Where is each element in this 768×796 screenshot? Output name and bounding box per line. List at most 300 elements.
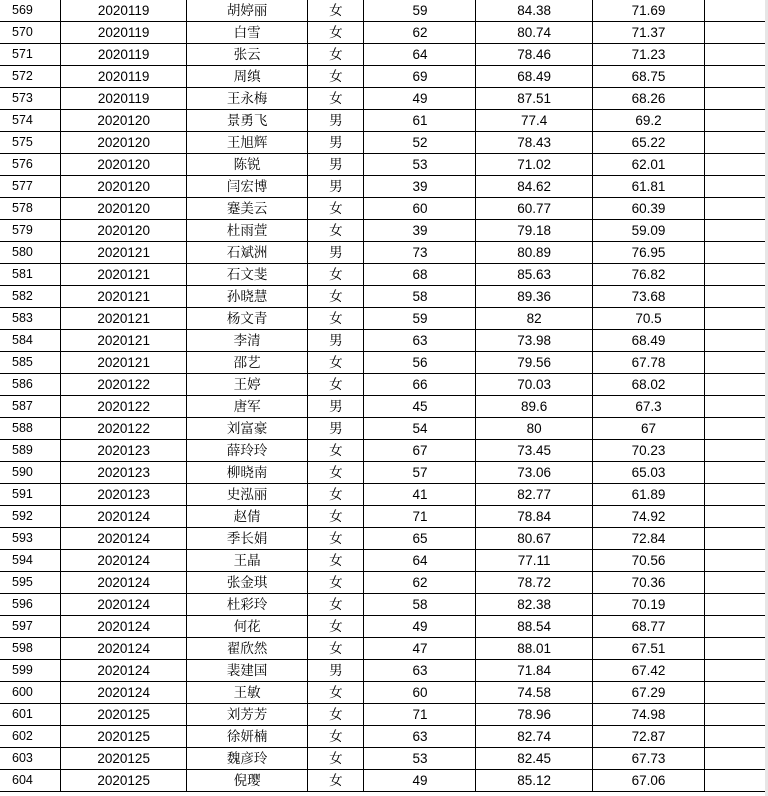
row-number-cell[interactable]: 598 [0,638,61,660]
class-id-cell[interactable]: 2020122 [61,374,187,396]
class-id-cell[interactable]: 2020120 [61,154,187,176]
empty-cell[interactable] [705,88,768,110]
score-b-cell[interactable]: 89.36 [476,286,592,308]
table-row [0,330,768,352]
class-id-cell[interactable]: 2020124 [61,638,187,660]
gender-cell[interactable]: 女 [308,704,364,726]
class-id-cell[interactable]: 2020121 [61,242,187,264]
total-score-cell[interactable]: 70.5 [592,308,704,330]
class-id-cell[interactable]: 2020120 [61,176,187,198]
score-a-cell[interactable]: 49 [364,88,476,110]
total-score-cell[interactable]: 68.02 [592,374,704,396]
row-number-cell[interactable]: 578 [0,198,61,220]
score-b-cell[interactable]: 80 [476,418,592,440]
gender-cell[interactable]: 女 [308,550,364,572]
gender-cell[interactable]: 男 [308,418,364,440]
class-id-cell[interactable]: 2020124 [61,682,187,704]
row-number-cell[interactable]: 575 [0,132,61,154]
row-number-cell[interactable]: 588 [0,418,61,440]
table-row [0,594,768,616]
score-a-cell[interactable]: 71 [364,704,476,726]
row-number-cell[interactable]: 586 [0,374,61,396]
total-score-cell[interactable]: 60.39 [592,198,704,220]
student-name-cell[interactable]: 刘芳芳 [186,704,307,726]
student-name-cell[interactable]: 唐军 [186,396,307,418]
score-a-cell[interactable]: 59 [364,0,476,22]
student-name-cell[interactable]: 孙晓慧 [186,286,307,308]
score-b-cell[interactable]: 84.38 [476,0,592,22]
student-name-cell[interactable]: 翟欣然 [186,638,307,660]
class-id-cell[interactable]: 2020124 [61,616,187,638]
student-name-cell[interactable]: 石文斐 [186,264,307,286]
row-number-cell[interactable]: 604 [0,770,61,792]
row-number-cell[interactable]: 574 [0,110,61,132]
row-number-cell[interactable]: 571 [0,44,61,66]
score-a-cell[interactable]: 63 [364,726,476,748]
total-score-cell[interactable]: 61.81 [592,176,704,198]
empty-cell[interactable] [705,726,768,748]
row-number-cell[interactable]: 601 [0,704,61,726]
score-a-cell[interactable]: 56 [364,352,476,374]
score-b-cell[interactable]: 77.4 [476,110,592,132]
empty-cell[interactable] [705,286,768,308]
student-name-cell[interactable]: 胡婷丽 [186,0,307,22]
score-b-cell[interactable]: 80.67 [476,528,592,550]
class-id-cell[interactable]: 2020124 [61,550,187,572]
row-number-cell[interactable]: 590 [0,462,61,484]
score-b-cell[interactable]: 85.12 [476,770,592,792]
row-number-cell[interactable]: 591 [0,484,61,506]
score-b-cell[interactable]: 78.46 [476,44,592,66]
empty-cell[interactable] [705,440,768,462]
score-b-cell[interactable]: 78.72 [476,572,592,594]
table-row [0,132,768,154]
gender-cell[interactable]: 女 [308,220,364,242]
score-a-cell[interactable]: 49 [364,616,476,638]
score-b-cell[interactable]: 82.74 [476,726,592,748]
score-b-cell[interactable]: 71.02 [476,154,592,176]
empty-cell[interactable] [705,484,768,506]
score-b-cell[interactable]: 88.01 [476,638,592,660]
score-b-cell[interactable]: 73.98 [476,330,592,352]
class-id-cell[interactable]: 2020123 [61,484,187,506]
score-b-cell[interactable]: 84.62 [476,176,592,198]
total-score-cell[interactable]: 72.87 [592,726,704,748]
score-b-cell[interactable]: 78.43 [476,132,592,154]
student-name-cell[interactable]: 魏彦玲 [186,748,307,770]
student-name-cell[interactable]: 邵艺 [186,352,307,374]
class-id-cell[interactable]: 2020124 [61,572,187,594]
score-a-cell[interactable]: 67 [364,440,476,462]
empty-cell[interactable] [705,352,768,374]
score-b-cell[interactable]: 88.54 [476,616,592,638]
row-number-cell[interactable]: 573 [0,88,61,110]
score-b-cell[interactable]: 78.96 [476,704,592,726]
table-row [0,352,768,374]
score-a-cell[interactable]: 57 [364,462,476,484]
empty-cell[interactable] [705,330,768,352]
table-row [0,286,768,308]
score-a-cell[interactable]: 63 [364,330,476,352]
total-score-cell[interactable]: 67.78 [592,352,704,374]
class-id-cell[interactable]: 2020125 [61,726,187,748]
score-a-cell[interactable]: 69 [364,66,476,88]
class-id-cell[interactable]: 2020119 [61,88,187,110]
total-score-cell[interactable]: 67 [592,418,704,440]
student-name-cell[interactable]: 闫宏博 [186,176,307,198]
gender-cell[interactable]: 女 [308,462,364,484]
student-name-cell[interactable]: 赵倩 [186,506,307,528]
gender-cell[interactable]: 女 [308,198,364,220]
class-id-cell[interactable]: 2020124 [61,594,187,616]
student-name-cell[interactable]: 王婷 [186,374,307,396]
total-score-cell[interactable]: 67.73 [592,748,704,770]
score-a-cell[interactable]: 49 [364,770,476,792]
student-name-cell[interactable]: 张金琪 [186,572,307,594]
score-a-cell[interactable]: 53 [364,154,476,176]
total-score-cell[interactable]: 68.49 [592,330,704,352]
empty-cell[interactable] [705,198,768,220]
gender-cell[interactable]: 女 [308,506,364,528]
class-id-cell[interactable]: 2020120 [61,220,187,242]
score-b-cell[interactable]: 80.89 [476,242,592,264]
class-id-cell[interactable]: 2020124 [61,506,187,528]
score-b-cell[interactable]: 78.84 [476,506,592,528]
empty-cell[interactable] [705,44,768,66]
gender-cell[interactable]: 男 [308,242,364,264]
empty-cell[interactable] [705,22,768,44]
total-score-cell[interactable]: 67.42 [592,660,704,682]
row-number-cell[interactable]: 595 [0,572,61,594]
gender-cell[interactable]: 女 [308,44,364,66]
total-score-cell[interactable]: 68.77 [592,616,704,638]
empty-cell[interactable] [705,550,768,572]
gender-cell[interactable]: 女 [308,374,364,396]
class-id-cell[interactable]: 2020124 [61,528,187,550]
student-name-cell[interactable]: 杜雨萱 [186,220,307,242]
row-number-cell[interactable]: 585 [0,352,61,374]
score-a-cell[interactable]: 63 [364,660,476,682]
empty-cell[interactable] [705,66,768,88]
table-row [0,484,768,506]
total-score-cell[interactable]: 76.95 [592,242,704,264]
total-score-cell[interactable]: 76.82 [592,264,704,286]
row-number-cell[interactable]: 594 [0,550,61,572]
gender-cell[interactable]: 女 [308,308,364,330]
row-number-cell[interactable]: 576 [0,154,61,176]
class-id-cell[interactable]: 2020125 [61,748,187,770]
student-name-cell[interactable]: 张云 [186,44,307,66]
row-number-cell[interactable]: 569 [0,0,61,22]
total-score-cell[interactable]: 69.2 [592,110,704,132]
total-score-cell[interactable]: 71.23 [592,44,704,66]
table-row [0,440,768,462]
score-b-cell[interactable]: 82.77 [476,484,592,506]
row-number-cell[interactable]: 596 [0,594,61,616]
class-id-cell[interactable]: 2020125 [61,704,187,726]
score-b-cell[interactable]: 73.45 [476,440,592,462]
score-a-cell[interactable]: 68 [364,264,476,286]
class-id-cell[interactable]: 2020121 [61,352,187,374]
score-b-cell[interactable]: 82.38 [476,594,592,616]
score-b-cell[interactable]: 80.74 [476,22,592,44]
score-a-cell[interactable]: 45 [364,396,476,418]
total-score-cell[interactable]: 68.75 [592,66,704,88]
gender-cell[interactable]: 男 [308,132,364,154]
score-a-cell[interactable]: 59 [364,308,476,330]
score-a-cell[interactable]: 60 [364,198,476,220]
student-name-cell[interactable]: 蹇美云 [186,198,307,220]
row-number-cell[interactable]: 580 [0,242,61,264]
total-score-cell[interactable]: 71.69 [592,0,704,22]
row-number-cell[interactable]: 572 [0,66,61,88]
gender-cell[interactable]: 男 [308,176,364,198]
empty-cell[interactable] [705,616,768,638]
class-id-cell[interactable]: 2020119 [61,44,187,66]
gender-cell[interactable]: 男 [308,660,364,682]
score-a-cell[interactable]: 54 [364,418,476,440]
empty-cell[interactable] [705,572,768,594]
gender-cell[interactable]: 女 [308,726,364,748]
score-b-cell[interactable]: 89.6 [476,396,592,418]
class-id-cell[interactable]: 2020119 [61,22,187,44]
class-id-cell[interactable]: 2020124 [61,660,187,682]
score-a-cell[interactable]: 52 [364,132,476,154]
gender-cell[interactable]: 女 [308,352,364,374]
row-number-cell[interactable]: 582 [0,286,61,308]
class-id-cell[interactable]: 2020123 [61,440,187,462]
class-id-cell[interactable]: 2020119 [61,66,187,88]
score-a-cell[interactable]: 39 [364,220,476,242]
empty-cell[interactable] [705,308,768,330]
total-score-cell[interactable]: 67.06 [592,770,704,792]
student-name-cell[interactable]: 何花 [186,616,307,638]
empty-cell[interactable] [705,682,768,704]
gender-cell[interactable]: 男 [308,154,364,176]
score-a-cell[interactable]: 47 [364,638,476,660]
student-name-cell[interactable]: 杜彩玲 [186,594,307,616]
gender-cell[interactable]: 女 [308,528,364,550]
score-a-cell[interactable]: 41 [364,484,476,506]
score-b-cell[interactable]: 68.49 [476,66,592,88]
score-a-cell[interactable]: 58 [364,286,476,308]
score-b-cell[interactable]: 60.77 [476,198,592,220]
student-name-cell[interactable]: 王晶 [186,550,307,572]
total-score-cell[interactable]: 74.98 [592,704,704,726]
row-number-cell[interactable]: 593 [0,528,61,550]
empty-cell[interactable] [705,770,768,792]
total-score-cell[interactable]: 74.92 [592,506,704,528]
empty-cell[interactable] [705,528,768,550]
score-a-cell[interactable]: 53 [364,748,476,770]
class-id-cell[interactable]: 2020122 [61,418,187,440]
gender-cell[interactable]: 女 [308,594,364,616]
empty-cell[interactable] [705,462,768,484]
row-number-cell[interactable]: 592 [0,506,61,528]
row-number-cell[interactable]: 597 [0,616,61,638]
score-a-cell[interactable]: 65 [364,528,476,550]
total-score-cell[interactable]: 71.37 [592,22,704,44]
class-id-cell[interactable]: 2020122 [61,396,187,418]
total-score-cell[interactable]: 61.89 [592,484,704,506]
row-number-cell[interactable]: 602 [0,726,61,748]
score-a-cell[interactable]: 62 [364,22,476,44]
total-score-cell[interactable]: 67.51 [592,638,704,660]
row-number-cell[interactable]: 600 [0,682,61,704]
gender-cell[interactable]: 女 [308,572,364,594]
score-b-cell[interactable]: 70.03 [476,374,592,396]
score-a-cell[interactable]: 64 [364,44,476,66]
empty-cell[interactable] [705,264,768,286]
table-row [0,638,768,660]
student-name-cell[interactable]: 王永梅 [186,88,307,110]
student-name-cell[interactable]: 周缜 [186,66,307,88]
student-name-cell[interactable]: 刘富豪 [186,418,307,440]
score-a-cell[interactable]: 61 [364,110,476,132]
gender-cell[interactable]: 女 [308,66,364,88]
student-name-cell[interactable]: 杨文青 [186,308,307,330]
class-id-cell[interactable]: 2020119 [61,0,187,22]
student-name-cell[interactable]: 陈锐 [186,154,307,176]
empty-cell[interactable] [705,660,768,682]
gender-cell[interactable]: 女 [308,440,364,462]
row-number-cell[interactable]: 599 [0,660,61,682]
score-a-cell[interactable]: 62 [364,572,476,594]
class-id-cell[interactable]: 2020120 [61,198,187,220]
total-score-cell[interactable]: 70.19 [592,594,704,616]
gender-cell[interactable]: 男 [308,330,364,352]
gender-cell[interactable]: 女 [308,286,364,308]
total-score-cell[interactable]: 67.3 [592,396,704,418]
gender-cell[interactable]: 女 [308,616,364,638]
score-a-cell[interactable]: 73 [364,242,476,264]
row-number-cell[interactable]: 583 [0,308,61,330]
student-name-cell[interactable]: 季长娟 [186,528,307,550]
score-a-cell[interactable]: 64 [364,550,476,572]
empty-cell[interactable] [705,154,768,176]
gender-cell[interactable]: 男 [308,110,364,132]
score-b-cell[interactable]: 71.84 [476,660,592,682]
empty-cell[interactable] [705,594,768,616]
student-name-cell[interactable]: 石斌洲 [186,242,307,264]
student-name-cell[interactable]: 王敏 [186,682,307,704]
score-b-cell[interactable]: 74.58 [476,682,592,704]
score-b-cell[interactable]: 79.56 [476,352,592,374]
empty-cell[interactable] [705,220,768,242]
score-b-cell[interactable]: 73.06 [476,462,592,484]
class-id-cell[interactable]: 2020120 [61,110,187,132]
total-score-cell[interactable]: 62.01 [592,154,704,176]
student-name-cell[interactable]: 史泓丽 [186,484,307,506]
student-name-cell[interactable]: 白雪 [186,22,307,44]
gender-cell[interactable]: 女 [308,770,364,792]
score-a-cell[interactable]: 58 [364,594,476,616]
total-score-cell[interactable]: 70.56 [592,550,704,572]
student-name-cell[interactable]: 倪璎 [186,770,307,792]
table-row [0,682,768,704]
row-number-cell[interactable]: 579 [0,220,61,242]
total-score-cell[interactable]: 59.09 [592,220,704,242]
gender-cell[interactable]: 女 [308,748,364,770]
student-name-cell[interactable]: 李清 [186,330,307,352]
row-number-cell[interactable]: 584 [0,330,61,352]
empty-cell[interactable] [705,638,768,660]
row-number-cell[interactable]: 589 [0,440,61,462]
student-name-cell[interactable]: 裴建国 [186,660,307,682]
row-number-cell[interactable]: 587 [0,396,61,418]
gender-cell[interactable]: 女 [308,484,364,506]
total-score-cell[interactable]: 65.03 [592,462,704,484]
gender-cell[interactable]: 女 [308,88,364,110]
total-score-cell[interactable]: 73.68 [592,286,704,308]
class-id-cell[interactable]: 2020120 [61,132,187,154]
class-id-cell[interactable]: 2020121 [61,264,187,286]
row-number-cell[interactable]: 577 [0,176,61,198]
empty-cell[interactable] [705,176,768,198]
score-a-cell[interactable]: 39 [364,176,476,198]
table-row [0,396,768,418]
class-id-cell[interactable]: 2020121 [61,330,187,352]
empty-cell[interactable] [705,506,768,528]
empty-cell[interactable] [705,110,768,132]
score-a-cell[interactable]: 60 [364,682,476,704]
row-number-cell[interactable]: 570 [0,22,61,44]
total-score-cell[interactable]: 67.29 [592,682,704,704]
score-b-cell[interactable]: 77.11 [476,550,592,572]
score-b-cell[interactable]: 82 [476,308,592,330]
empty-cell[interactable] [705,418,768,440]
gender-cell[interactable]: 女 [308,0,364,22]
empty-cell[interactable] [705,374,768,396]
class-id-cell[interactable]: 2020121 [61,308,187,330]
gender-cell[interactable]: 女 [308,682,364,704]
class-id-cell[interactable]: 2020123 [61,462,187,484]
class-id-cell[interactable]: 2020125 [61,770,187,792]
student-name-cell[interactable]: 景勇飞 [186,110,307,132]
row-number-cell[interactable]: 581 [0,264,61,286]
score-a-cell[interactable]: 66 [364,374,476,396]
total-score-cell[interactable]: 72.84 [592,528,704,550]
total-score-cell[interactable]: 68.26 [592,88,704,110]
gender-cell[interactable]: 女 [308,22,364,44]
empty-cell[interactable] [705,704,768,726]
student-name-cell[interactable]: 王旭辉 [186,132,307,154]
empty-cell[interactable] [705,132,768,154]
score-b-cell[interactable]: 87.51 [476,88,592,110]
total-score-cell[interactable]: 70.36 [592,572,704,594]
empty-cell[interactable] [705,0,768,22]
gender-cell[interactable]: 女 [308,638,364,660]
empty-cell[interactable] [705,396,768,418]
table-row [0,154,768,176]
row-number-cell[interactable]: 603 [0,748,61,770]
score-b-cell[interactable]: 82.45 [476,748,592,770]
table-row [0,44,768,66]
empty-cell[interactable] [705,748,768,770]
score-b-cell[interactable]: 85.63 [476,264,592,286]
class-id-cell[interactable]: 2020121 [61,286,187,308]
gender-cell[interactable]: 男 [308,396,364,418]
student-name-cell[interactable]: 徐妍楠 [186,726,307,748]
score-b-cell[interactable]: 79.18 [476,220,592,242]
score-a-cell[interactable]: 71 [364,506,476,528]
student-name-cell[interactable]: 薛玲玲 [186,440,307,462]
total-score-cell[interactable]: 65.22 [592,132,704,154]
total-score-cell[interactable]: 70.23 [592,440,704,462]
student-name-cell[interactable]: 柳晓南 [186,462,307,484]
gender-cell[interactable]: 女 [308,264,364,286]
empty-cell[interactable] [705,242,768,264]
